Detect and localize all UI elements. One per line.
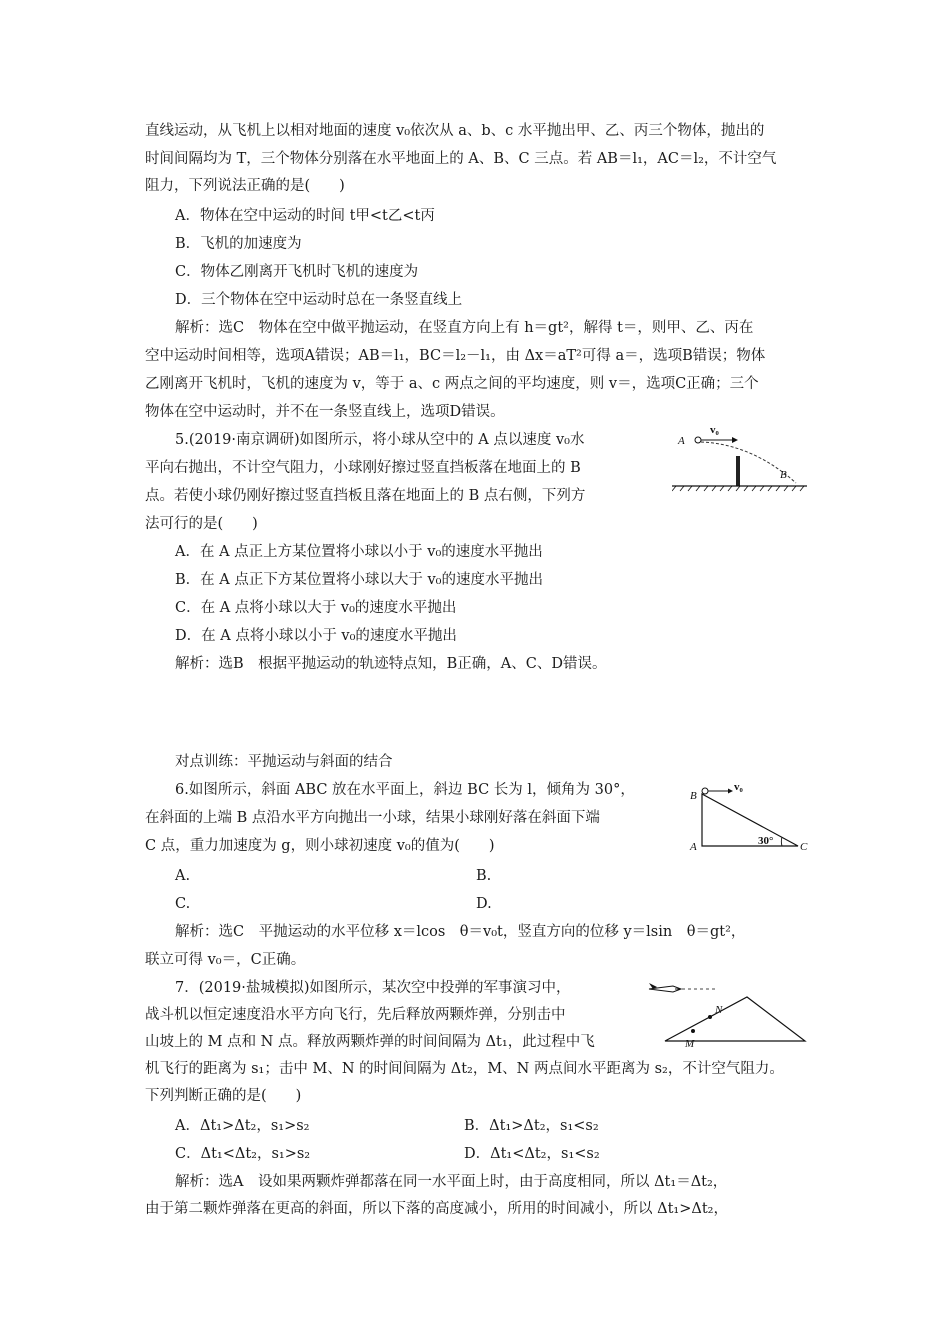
q5-arrow-head [732,437,738,443]
q6-incline [702,794,798,846]
q6-point-b-label: B [690,790,697,802]
q7-stem-line: 机飞行的距离为 s₁；击中 M、N 的时间间隔为 Δt₂，M、N 两点间水平距离为 s₂，不计空气阻力。 [145,1061,784,1077]
q4-stem-line: 时间间隔均为 T，三个物体分别落在水平地面上的 A、B、C 三点。若 AB＝l₁，AC＝l₂，不计空气 [145,151,777,167]
q6-option-a: A. [175,868,191,884]
q7-analysis-line: 由于第二颗炸弹落在更高的斜面，所以下落的高度减小，所用的时间减小，所以 Δt₁>Δt₂， [145,1201,728,1217]
q7-point-n-label: N [715,1004,723,1016]
q6-stem-line: C 点，重力加速度为 g，则小球初速度 v₀的值为( ) [145,838,495,854]
q5-ground-hatch [672,486,804,491]
q6-analysis-line: 联立可得 v₀＝，C正确。 [145,952,306,968]
q5-ball [695,437,701,443]
q6-stem-line: 6.如图所示，斜面 ABC 放在水平面上，斜边 BC 长为 l，倾角为 30°， [175,782,635,798]
q6-point-c-label: C [800,841,808,853]
q6-stem-line: 在斜面的上端 B 点沿水平方向抛出一小球，结果小球刚好落在斜面下端 [145,810,600,826]
q7-hill [665,997,805,1041]
q7-point-n [708,1015,712,1019]
q5-stem-line: 5.(2019·南京调研)如图所示，将小球从空中的 A 点以速度 v₀水 [175,432,585,448]
q4-analysis-line: 空中运动时间相等，选项A错误；AB＝l₁，BC＝l₂－l₁，由 Δx＝aT²可得 a＝，选项B错误；物体 [145,348,766,364]
jet-icon [649,983,681,992]
q6-option-c: C. [175,896,191,912]
q5-stem-line: 平向右抛出，不计空气阻力，小球刚好擦过竖直挡板落在地面上的 B [145,460,581,476]
q6-analysis-line: 解析：选C 平抛运动的水平位移 x＝lcos θ＝v₀t，竖直方向的位移 y＝lsin θ＝gt²， [175,924,746,940]
q7-option-c: C．Δt₁<Δt₂，s₁>s₂ [175,1146,311,1162]
q7-option-b: B．Δt₁>Δt₂，s₁<s₂ [464,1118,599,1134]
q7-option-a: A．Δt₁>Δt₂，s₁>s₂ [175,1118,310,1134]
q7-point-m-label: M [685,1038,695,1050]
q6-incline-figure [688,778,813,853]
q4-analysis-line: 解析：选C 物体在空中做平抛运动，在竖直方向上有 h＝gt²，解得 t＝，则甲、乙、丙在 [175,320,754,336]
q7-bombing-figure [645,975,815,1055]
q5-analysis: 解析：选B 根据平抛运动的轨迹特点知，B正确，A、C、D错误。 [175,656,607,672]
section-title: 对点训练：平抛运动与斜面的结合 [175,754,393,770]
q6-option-d: D. [476,896,492,912]
q7-stem-line: 战斗机以恒定速度沿水平方向飞行，先后释放两颗炸弹，分别击中 [145,1007,566,1023]
q4-analysis-line: 乙刚离开飞机时，飞机的速度为 v，等于 a、c 两点之间的平均速度，则 v＝，选项C正确；三个 [145,376,759,392]
q6-angle-arc [781,837,782,846]
q4-stem-line: 阻力，下列说法正确的是( ) [145,178,345,194]
q7-option-d: D．Δt₁<Δt₂，s₁<s₂ [464,1146,600,1162]
q5-option-c: C．在 A 点将小球以大于 v₀的速度水平抛出 [175,600,457,616]
q5-option-d: D．在 A 点将小球以小于 v₀的速度水平抛出 [175,628,457,644]
q6-point-a-label: A [690,841,697,853]
q5-option-b: B．在 A 点正下方某位置将小球以大于 v₀的速度水平抛出 [175,572,543,588]
q4-option-d: D．三个物体在空中运动时总在一条竖直线上 [175,292,463,308]
q5-point-b-label: B [780,469,787,481]
q4-option-a: A．物体在空中运动的时间 t甲<t乙<t丙 [175,208,435,224]
q6-option-b: B. [476,868,492,884]
q5-option-a: A．在 A 点正上方某位置将小球以小于 v₀的速度水平抛出 [175,544,543,560]
q4-analysis-line: 物体在空中运动时，并不在一条竖直线上，选项D错误。 [145,404,505,420]
q6-angle-label: 30° [758,835,774,847]
q7-point-m [691,1029,695,1033]
q7-analysis-line: 解析：选A 设如果两颗炸弹都落在同一水平面上时，由于高度相同，所以 Δt₁＝Δt₂， [175,1174,728,1190]
q7-stem-line: 山坡上的 M 点和 N 点。释放两颗炸弹的时间间隔为 Δt₁，此过程中飞 [145,1034,595,1050]
q4-stem-line: 直线运动，从飞机上以相对地面的速度 v₀依次从 a、b、c 水平抛出甲、乙、丙三个物体，抛出的 [145,123,765,139]
q6-ball [702,788,708,794]
q4-option-c: C．物体乙刚离开飞机时飞机的速度为 [175,264,419,280]
q6-velocity-label: v₀ [734,781,743,793]
q6-arrow-head [728,789,733,794]
q5-stem-line: 点。若使小球仍刚好擦过竖直挡板且落在地面上的 B 点右侧，下列方 [145,488,586,504]
q5-projectile-figure [672,420,812,495]
q4-option-b: B．飞机的加速度为 [175,236,302,252]
q5-point-a-label: A [678,435,685,447]
q7-stem-line: 下列判断正确的是( ) [145,1088,302,1104]
q7-stem-line: 7．(2019·盐城模拟)如图所示，某次空中投弹的军事演习中， [175,980,571,996]
q5-velocity-label: v₀ [710,424,719,436]
q5-barrier [736,456,740,486]
q5-stem-line: 法可行的是( ) [145,516,258,532]
